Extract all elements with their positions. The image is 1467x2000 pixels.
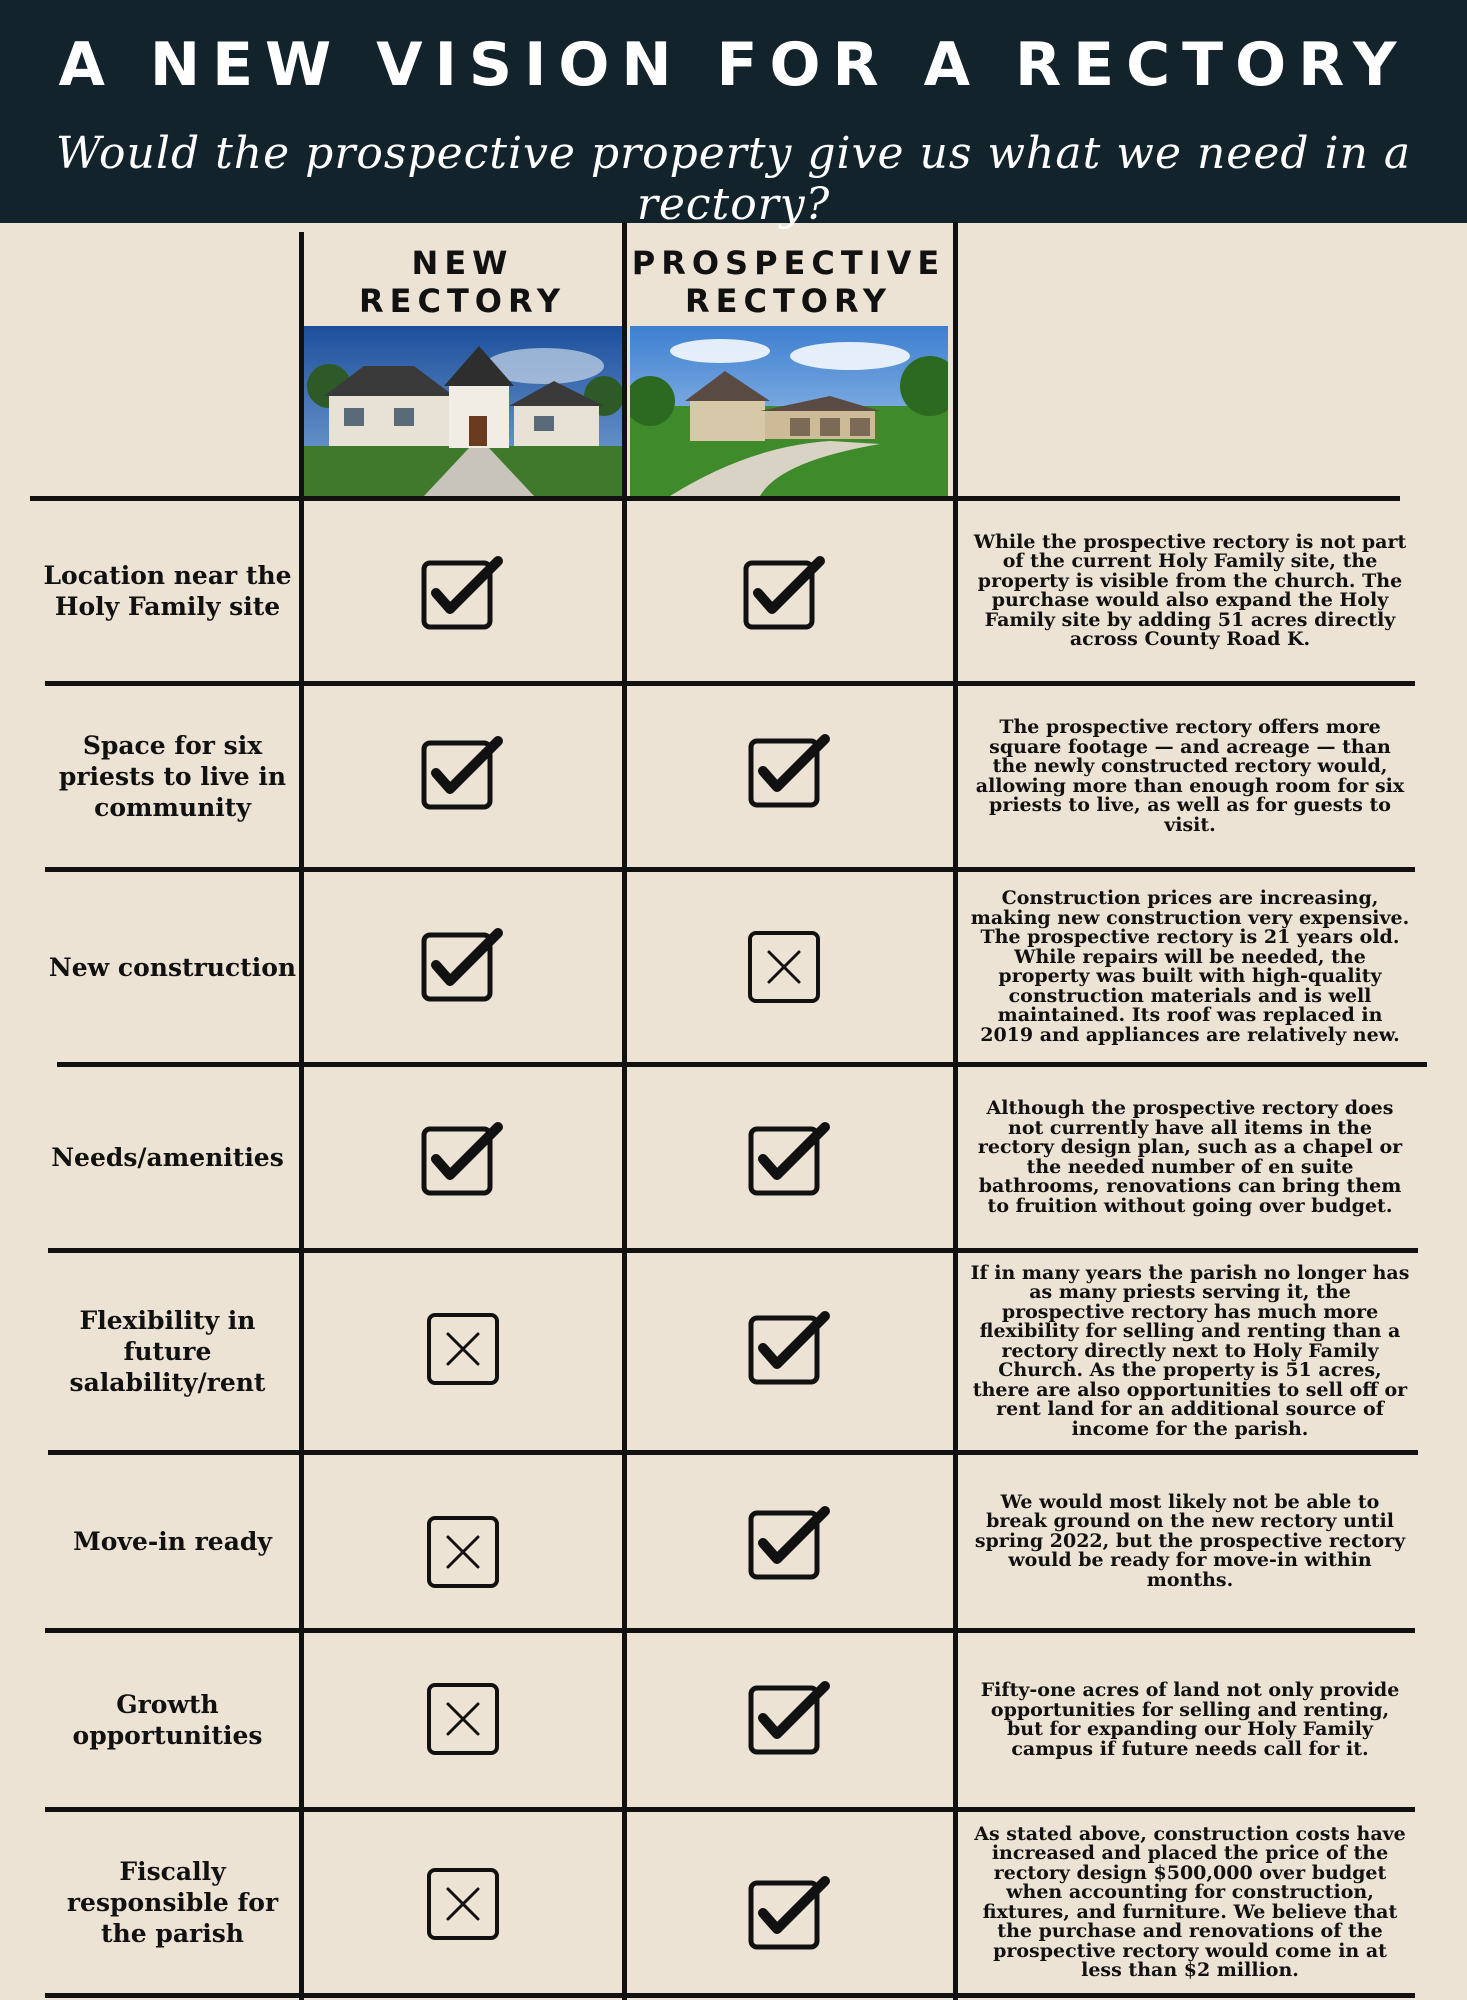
- row-label-location: Location near the Holy Family site: [43, 561, 292, 621]
- check-box-icon: [420, 1121, 504, 1201]
- x-box-icon: [426, 1312, 500, 1390]
- row-note-space: The prospective rectory offers more square footage — and acreage — than the newly constructed rectory would, allowing more than enough room for six priests to live, as well as for guests to visit.: [975, 716, 1405, 836]
- page-title: A NEW VISION FOR A RECTORY: [58, 30, 1409, 100]
- row-note-location: While the prospective rectory is not part of the current Holy Family site, the property is visible from the church. The purchase would also expand the Holy Family site by adding 51 acres directly across County Road K.: [973, 530, 1407, 650]
- header-banner: [0, 0, 1467, 230]
- column-header-prospective-rectory: PROSPECTIVE RECTORY: [631, 244, 946, 320]
- row-label-new-construction: New construction: [48, 952, 297, 982]
- column-divider: [953, 222, 958, 2000]
- row-label-fiscal: Fiscally responsible for the parish: [66, 1857, 279, 1948]
- column-divider: [622, 222, 627, 2000]
- check-box-icon: [747, 1680, 831, 1760]
- check-box-icon: [742, 555, 826, 635]
- check-box-icon: [747, 733, 831, 813]
- row-note-growth: Fifty-one acres of land not only provide opportunities for selling and renting, but for expanding our Holy Family campus if future needs call for it.: [980, 1679, 1400, 1760]
- x-box-icon: [747, 930, 821, 1008]
- row-divider: [45, 1993, 1415, 1998]
- row-note-flexibility: If in many years the parish no longer has as many priests serving it, the prospective rectory has much more flexibility for selling and renting than a rectory directly next to Holy Family Church. As the property is 51 acres, there are also opportunities to sell off or rent land for an additional source of income for the parish.: [970, 1261, 1410, 1440]
- row-note-needs-amenities: Although the prospective rectory does not currently have all items in the rectory design plan, such as a chapel or the needed number of en suite bathrooms, renovations can bring them to fruition without going over budget.: [977, 1097, 1403, 1217]
- check-box-icon: [420, 555, 504, 635]
- row-label-growth: Growth opportunities: [72, 1690, 263, 1750]
- x-box-icon: [426, 1515, 500, 1593]
- row-note-fiscal: As stated above, construction costs have increased and placed the price of the rectory design $500,000 over budget when accounting for construction, fixtures, and furniture. We believe that the purchase and renovations of the prospective rectory would come in at less than $2 million.: [974, 1822, 1406, 1981]
- prospective-rectory-photo-image: [630, 326, 948, 496]
- check-box-icon: [747, 1875, 831, 1955]
- check-box-icon: [747, 1310, 831, 1390]
- x-box-icon: [426, 1867, 500, 1945]
- row-label-flexibility: Flexibility in future salability/rent: [69, 1306, 266, 1397]
- row-note-new-construction: Construction prices are increasing, making new construction very expensive. The prospective rectory is 21 years old. While repairs will be needed, the property was built with high-quality construction materials and is well maintained. Its roof was replaced in 2019 and appliances are relatively new.: [970, 887, 1410, 1046]
- check-box-icon: [420, 735, 504, 815]
- new-rectory-rendering-image: [304, 326, 622, 496]
- row-label-space: Space for six priests to live in community: [58, 731, 287, 822]
- row-label-needs-amenities: Needs/amenities: [51, 1143, 284, 1172]
- check-box-icon: [747, 1505, 831, 1585]
- page-subtitle: Would the prospective property give us what we need in a rectory?: [55, 128, 1412, 230]
- row-label-move-in-ready: Move-in ready: [73, 1527, 272, 1556]
- check-box-icon: [747, 1121, 831, 1201]
- column-header-new-rectory: NEW RECTORY: [358, 244, 567, 320]
- check-box-icon: [420, 927, 504, 1007]
- row-note-move-in-ready: We would most likely not be able to break ground on the new rectory until spring 2022, but the prospective rectory would be ready for move-in within months.: [974, 1490, 1406, 1591]
- x-box-icon: [426, 1682, 500, 1760]
